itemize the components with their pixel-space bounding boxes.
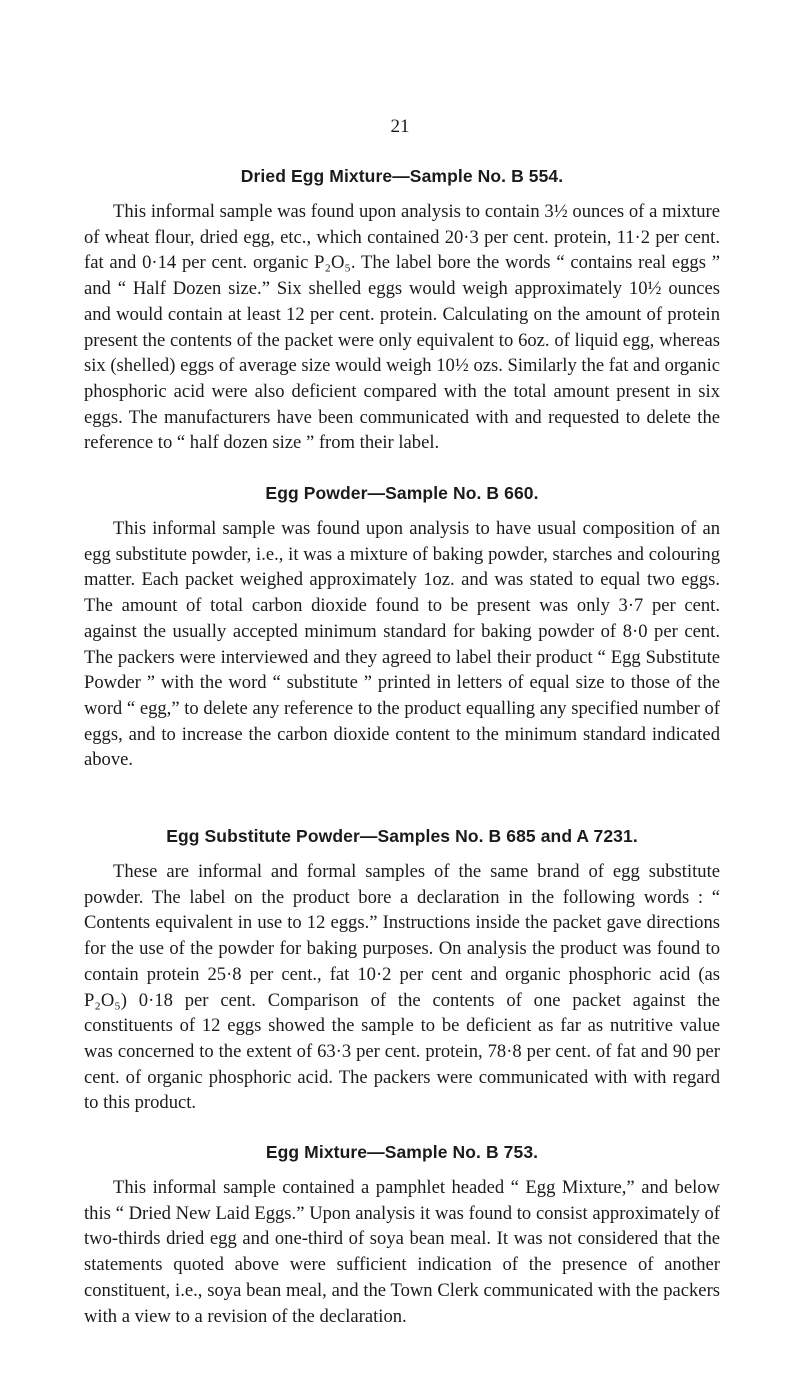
section-paragraph: This informal sample contained a pamphlet headed “ Egg Mixture,” and below this “ Dried New Laid Eggs.” Upon analysis it was found to consist approximately of two-thirds dried egg and one-third of soya bean meal. It was not considered that the statements quoted above were sufficient indication of the presence of another constituent, i.e., soya bean meal, and the Town Clerk communicated with the packers with a view to a revision of the declaration. [84,1177,720,1327]
section-paragraph: This informal sample was found upon analysis to have usual composition of an egg substitute powder, i.e., it was a mixture of baking powder, starches and colouring matter. Each packet weighed approximately 1oz. and was stated to equal two eggs. The amount of total carbon dioxide found to be present was only 3·7 per cent. against the usually accepted minimum standard for baking powder of 8·0 per cent. The packers were interviewed and they agreed to label their product “ Egg Substitute Powder ” with the word “ substitute ” printed in letters of equal size to those of the word “ egg,” to delete any reference to the product equalling any specified number of eggs, and to increase the carbon dioxide content to the minimum standard indicated above. [84,518,720,771]
section-heading: Dried Egg Mixture—Sample No. B 554. [240,166,564,186]
section-paragraph: These are informal and formal samples of the same brand of egg substitute powder. The label on the product bore a declaration in the following words : “ Contents equivalent in use to 12 eggs.” Instructions inside the packet gave directions for the use of the powder for baking purposes. On analysis the product was found to contain protein 25·8 per cent., fat 10·2 per cent and organic phosphoric acid (as P₂O₅) 0·18 per cent. Comparison of the contents of one packet against the constituents of 12 eggs showed the sample to be deficient as far as nutritive value was concerned to the extent of 63·3 per cent. protein, 78·8 per cent. of fat and 90 per cent. of organic phosphoric acid. The packers were communicated with with regard to this product. [84,861,720,1114]
section-egg-mixture [84,1142,720,1329]
section-heading: Egg Mixture—Sample No. B 753. [265,1142,539,1162]
section-egg-substitute-powder [84,826,720,1116]
section-dried-egg-mixture [84,166,720,456]
section-paragraph: This informal sample was found upon analysis to contain 3½ ounces of a mixture of wheat flour, dried egg, etc., which contained 20·3 per cent. protein, 11·2 per cent. fat and 0·14 per cent. organic P₂O₅. The label bore the words “ contains real eggs ” and “ Half Dozen size.” Six shelled eggs would weigh approximately 10½ ounces and would contain at least 12 per cent. protein. Calculating on the amount of protein present the contents of the packet were only equivalent to 6oz. of liquid egg, whereas six (shelled) eggs of average size would weigh 10½ ozs. Similarly the fat and organic phosphoric acid were also deficient compared with the total amount present in six eggs. The manufacturers have been communicated with and requested to delete the reference to “ half dozen size ” from their label. [84,201,720,454]
page-number: 21 [390,116,410,137]
section-heading: Egg Powder—Sample No. B 660. [265,483,539,503]
section-heading: Egg Substitute Powder—Samples No. B 685 and A 7231. [166,826,638,846]
section-egg-powder [84,483,720,773]
